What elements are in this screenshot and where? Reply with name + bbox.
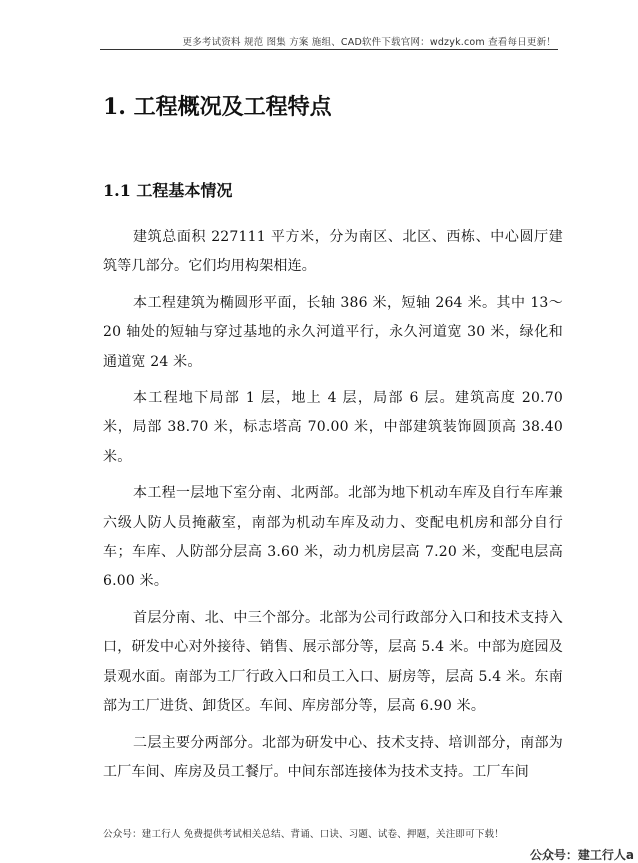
header-divider <box>100 49 558 50</box>
section-heading: 1. 工程概况及工程特点 <box>103 94 332 120</box>
page-header-text: 更多考试资料 规范 图集 方案 施组、CAD软件下载官网：wdzyk.com 查看每日更新！ <box>182 37 556 48</box>
paragraph: 建筑总面积 227111 平方米，分为南区、北区、西栋、中心圆厅建筑等几部分。它们均用构架相连。 <box>103 229 563 275</box>
body-text <box>103 223 563 794</box>
paragraph: 本工程一层地下室分南、北两部。北部为地下机动车库及自行车库兼六级人防人员掩蔽室，南部为机动车库及动力、变配电机房和部分自行车；车库、人防部分层高 3.60 米，动力机房层高 7.20 米，变配电层高 6.00 米。 <box>103 485 563 590</box>
page-footer-text: 公众号：建工行人 免费提供考试相关总结、背诵、口诀、习题、试卷、押题，关注即可下载！ <box>103 829 504 840</box>
paragraph: 本工程建筑为椭圆形平面，长轴 386 米，短轴 264 米。其中 13～20 轴处的短轴与穿过基地的永久河道平行，永久河道宽 30 米，绿化和通道宽 24 米。 <box>103 294 563 370</box>
paragraph: 首层分南、北、中三个部分。北部为公司行政部分入口和技术支持入口，研发中心对外接待、销售、展示部分等，层高 5.4 米。中部为庭园及景观水面。南部为工厂行政入口和员工入口、厨房等，层高 5.4 米。东南部为工厂进货、卸货区。车间、库房部分等，层高 6.90 米。 <box>103 609 563 715</box>
watermark-text: 公众号：建工行人a <box>529 848 634 862</box>
paragraph: 二层主要分两部分。北部为研发中心、技术支持、培训部分，南部为工厂车间、库房及员工餐厅。中间东部连接体为技术支持。工厂车间 <box>103 734 563 780</box>
paragraph: 本工程地下局部 1 层，地上 4 层，局部 6 层。建筑高度 20.70 米，局部 38.70 米，标志塔高 70.00 米，中部建筑装饰圆顶高 38.40 米。 <box>103 390 563 465</box>
subsection-heading: 1.1 工程基本情况 <box>103 181 233 200</box>
